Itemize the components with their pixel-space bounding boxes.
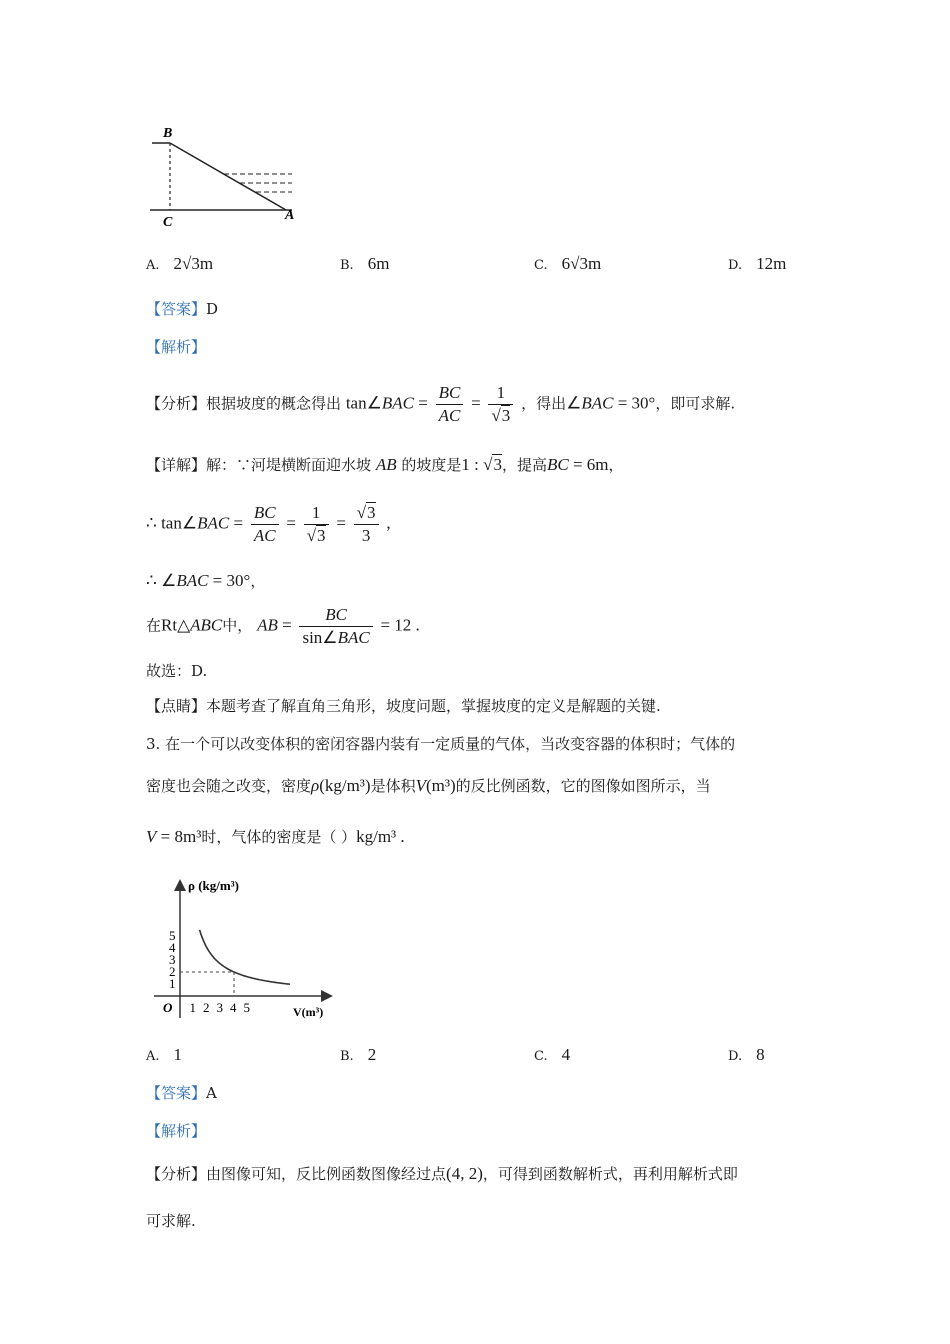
option-value: 6m [367,254,390,273]
q2-analysis-tag: 【解析】 [146,338,207,356]
q2-comment: 【点睛】本题考查了解直角三角形，坡度问题，掌握坡度的定义是解题的关键. [146,697,661,715]
option-value: 8 [756,1045,765,1064]
x-tick-label: 4 [230,1000,237,1015]
q2-option-a[interactable]: A. 2√3m [146,254,214,273]
y-axis-label: ρ (kg/m³) [188,878,239,893]
density-volume-graph [148,872,338,1022]
q3-text3: V = 8m³时，气体的密度是（ ）kg/m³ . [146,827,405,846]
y-tick-label: 1 [169,976,176,991]
y-tick-label: 5 [169,928,176,943]
q3-option-b[interactable]: B. 2 [340,1045,377,1064]
x-tick-label: 5 [243,1000,250,1015]
q2-answer: 【答案】D [146,300,219,318]
q3-text1: 3. 在一个可以改变体积的密闭容器内装有一定质量的气体，当改变容器的体积时；气体的 [146,735,736,753]
option-value: 1 [173,1045,183,1064]
y-tick-label: 2 [169,964,176,979]
label-c: C [163,215,173,230]
q3-fenxi: 【分析】由图像可知，反比例函数图像经过点(4, 2)，可得到函数解析式，再利用解析式即 [146,1164,738,1183]
q3-fenxi-cont: 可求解. [146,1212,196,1230]
q3-option-a[interactable]: A. 1 [146,1045,183,1064]
q3-option-d[interactable]: D. 8 [728,1045,765,1064]
q2-step2: ∴ ∠BAC = 30°， [146,571,266,590]
x-tick-label: 3 [216,1000,223,1015]
option-value: 2√3m [173,254,214,273]
q2-option-d[interactable]: D. 12m [728,254,787,273]
x-tick-label: 2 [203,1000,210,1015]
q3-text2: 密度也会随之改变，密度ρ(kg/m³)是体积V(m³)的反比例函数，它的图像如图所示，当 [146,776,711,795]
q3-option-c[interactable]: C. 4 [534,1045,571,1064]
q3-analysis-tag: 【解析】 [146,1122,207,1140]
q2-option-b[interactable]: B. 6m [340,254,390,273]
y-tick-label: 3 [169,952,176,967]
q2-detail: 【详解】解：∵河堤横断面迎水坡 AB 的坡度是1 : √3，提高BC = 6m， [146,455,624,474]
q2-step3: 在Rt△ABC中， AB = $\frac{BC}{\text{sin∠BAC}}$ = 12 . [146,605,420,647]
y-tick-label: 4 [169,940,176,955]
q2-fenxi: 【分析】根据坡度的概念得出 tan∠BAC = $\frac{BC}{AC}$ = $\frac{1}{√3}$ ，得出∠BAC = 30°，即可求解. [146,383,736,425]
option-value: 4 [561,1045,571,1064]
q2-option-c[interactable]: C. 6√3m [534,254,602,273]
x-tick-label: 1 [189,1000,196,1015]
q2-conclusion: 故选：D. [146,662,208,680]
slope-diagram [148,120,308,230]
q3-answer: 【答案】A [146,1084,217,1102]
option-value: 12m [756,254,787,273]
label-b: B [163,126,173,141]
x-axis-label: V(m³) [293,1005,324,1019]
inverse-curve [200,930,290,984]
option-value: 2 [367,1045,377,1064]
label-a: A [285,208,295,223]
origin-label: O [163,1000,173,1015]
q2-step1: ∴ tan∠BAC = $\frac{BC}{AC}$ = $\frac{1}{√3}$ = $\frac{√3}{3}$ , [146,503,391,545]
option-value: 6√3m [561,254,602,273]
